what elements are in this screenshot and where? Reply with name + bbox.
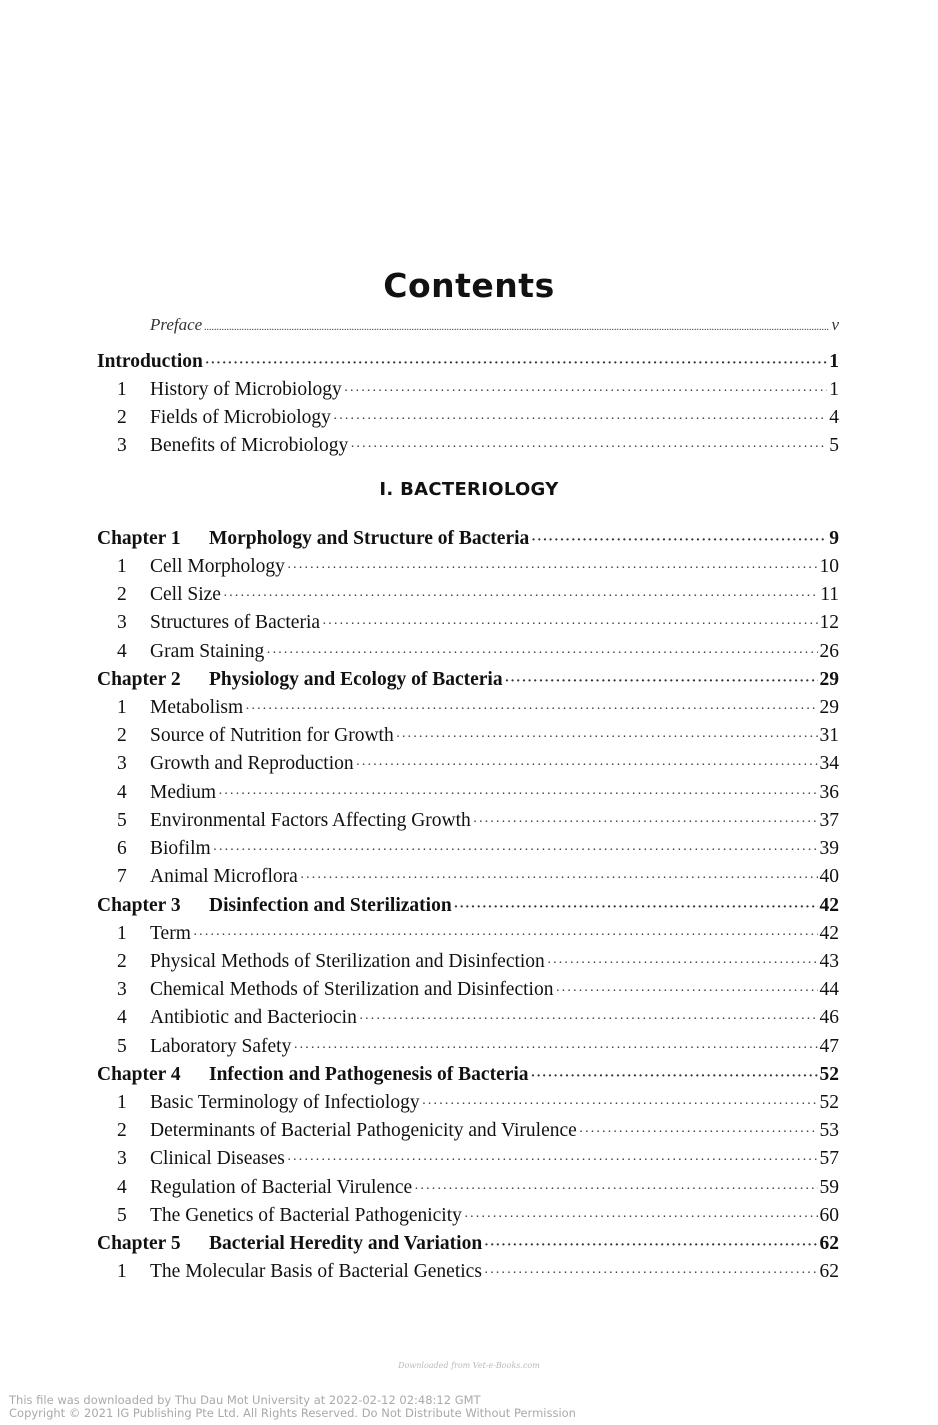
toc-item-label: Antibiotic and Bacteriocin — [150, 1007, 357, 1028]
toc-page-number: 39 — [819, 838, 839, 859]
toc-page-number: 31 — [819, 725, 839, 746]
toc-page-number: 53 — [819, 1120, 839, 1141]
toc-preface-label: Preface — [150, 315, 203, 334]
toc-item-number: 1 — [117, 923, 127, 944]
toc-chapter[interactable] — [97, 895, 839, 921]
page-title: Contents — [383, 266, 555, 305]
toc-item[interactable] — [97, 407, 839, 433]
dot-leader — [531, 533, 827, 549]
toc-page-number: 57 — [819, 1148, 839, 1169]
toc-item-number: 3 — [117, 612, 127, 633]
toc-introduction[interactable] — [97, 351, 839, 377]
toc-item-label: Regulation of Bacterial Virulence — [150, 1177, 413, 1198]
toc-item[interactable] — [97, 725, 839, 751]
toc-item-label: Basic Terminology of Infectiology — [150, 1092, 420, 1113]
toc-page-number: 43 — [819, 951, 839, 972]
dot-leader — [205, 356, 827, 372]
dot-leader — [473, 815, 818, 831]
toc-page-number: 12 — [819, 612, 839, 633]
toc-page-number: 46 — [819, 1007, 839, 1028]
toc-item-number: 1 — [117, 379, 127, 400]
toc-item-label: Clinical Diseases — [150, 1148, 285, 1169]
toc-item-label: Medium — [150, 782, 217, 803]
download-footer — [9, 1394, 576, 1420]
dot-leader — [245, 702, 817, 718]
toc-item[interactable] — [97, 782, 839, 808]
toc-item[interactable] — [97, 612, 839, 638]
toc-item[interactable] — [97, 838, 839, 864]
toc-page-number: 4 — [829, 407, 839, 428]
toc-page-number: 47 — [819, 1036, 839, 1057]
toc-page-number: 40 — [819, 866, 839, 887]
chapter-number: Chapter 3 — [97, 895, 181, 916]
toc-item-label: Benefits of Microbiology — [150, 435, 349, 456]
toc-item[interactable] — [97, 1007, 839, 1033]
dot-leader — [531, 1069, 818, 1085]
toc-item-label: Chemical Methods of Sterilization and Disinfection — [150, 979, 554, 1000]
toc-page-number: 42 — [819, 895, 839, 916]
toc-page-number: 1 — [829, 351, 839, 372]
toc-page-number: 26 — [819, 641, 839, 662]
toc-item[interactable] — [97, 556, 839, 582]
toc-item[interactable] — [97, 1036, 839, 1062]
dot-leader — [287, 1153, 818, 1169]
chapter-number: Chapter 4 — [97, 1064, 181, 1085]
toc-item-number: 4 — [117, 641, 127, 662]
dot-leader — [213, 843, 818, 859]
toc-item-number: 1 — [117, 1261, 127, 1282]
toc-preface[interactable] — [150, 315, 839, 341]
dot-leader — [422, 1097, 818, 1113]
chapter-title: Bacterial Heredity and Variation — [209, 1233, 483, 1254]
dot-leader — [555, 984, 817, 1000]
chapter-title: Infection and Pathogenesis of Bacteria — [209, 1064, 529, 1085]
toc-introduction-label: Introduction — [97, 351, 203, 372]
toc-item[interactable] — [97, 1120, 839, 1146]
toc-chapter[interactable] — [97, 528, 839, 554]
toc-page-number: 60 — [819, 1205, 839, 1226]
watermark: Downloaded from Vet-e-Books.com — [398, 1361, 540, 1370]
toc-page-number: 62 — [819, 1261, 839, 1282]
toc-page-number: 59 — [819, 1177, 839, 1198]
toc-item-number: 3 — [117, 979, 127, 1000]
toc-item-label: Structures of Bacteria — [150, 612, 321, 633]
toc-item[interactable] — [97, 866, 839, 892]
toc-item-label: Biofilm — [150, 838, 211, 859]
toc-item-number: 4 — [117, 1007, 127, 1028]
toc-page-number: 52 — [819, 1064, 839, 1085]
toc-item-number: 7 — [117, 866, 127, 887]
toc-item-number: 3 — [117, 435, 127, 456]
toc-item[interactable] — [97, 435, 839, 461]
toc-item-label: History of Microbiology — [150, 379, 342, 400]
toc-page-number: 34 — [819, 753, 839, 774]
dot-leader — [359, 1012, 818, 1028]
toc-item-number: 2 — [117, 407, 127, 428]
toc-item-number: 5 — [117, 1036, 127, 1057]
toc-item-label: Cell Morphology — [150, 556, 285, 577]
toc-page-number: 11 — [820, 584, 839, 605]
toc-item-number: 1 — [117, 697, 127, 718]
footer-download-line: This file was downloaded by Thu Dau Mot University at 2022-02-12 02:48:12 GMT — [9, 1393, 481, 1407]
toc-item[interactable] — [97, 641, 839, 667]
toc-item[interactable] — [97, 1177, 839, 1203]
toc-item-number: 5 — [117, 810, 127, 831]
toc-page-number: 37 — [819, 810, 839, 831]
chapter-number: Chapter 5 — [97, 1233, 181, 1254]
chapter-number: Chapter 1 — [97, 528, 181, 549]
dot-leader — [193, 928, 818, 944]
toc-page-number: 42 — [819, 923, 839, 944]
toc-chapter[interactable] — [97, 1064, 839, 1090]
dot-leader — [356, 758, 818, 774]
dot-leader — [287, 561, 818, 577]
dot-leader — [333, 412, 827, 428]
dot-leader — [293, 1041, 817, 1057]
toc-chapter[interactable] — [97, 1233, 839, 1259]
toc-item-label: Environmental Factors Affecting Growth — [150, 810, 471, 831]
toc-page-number: 5 — [829, 435, 839, 456]
toc-item[interactable] — [97, 753, 839, 779]
toc-item-number: 3 — [117, 753, 127, 774]
toc-item-label: Growth and Reproduction — [150, 753, 354, 774]
toc-page-number: 9 — [829, 528, 839, 549]
dot-leader — [218, 787, 817, 803]
toc-item-label: Fields of Microbiology — [150, 407, 331, 428]
toc-item[interactable] — [97, 1205, 839, 1231]
toc-item-label: The Genetics of Bacterial Pathogenicity — [150, 1205, 462, 1226]
toc-item-number: 4 — [117, 1177, 127, 1198]
toc-item-number: 5 — [117, 1205, 127, 1226]
toc-chapter[interactable] — [97, 669, 839, 695]
dot-leader — [464, 1210, 818, 1226]
dot-leader — [300, 871, 818, 887]
section-heading: Ⅰ. BACTERIOLOGY — [379, 479, 559, 500]
dot-leader — [223, 589, 818, 605]
dot-leader — [454, 900, 818, 916]
dot-leader — [579, 1125, 818, 1141]
dot-leader — [484, 1266, 818, 1282]
toc-item[interactable] — [97, 923, 839, 949]
dot-leader — [204, 322, 829, 333]
toc-item[interactable] — [97, 697, 839, 723]
toc-item-number: 1 — [117, 1092, 127, 1113]
chapter-title: Disinfection and Sterilization — [209, 895, 452, 916]
toc-item-label: Physical Methods of Sterilization and Disinfection — [150, 951, 545, 972]
dot-leader — [547, 956, 818, 972]
toc-item[interactable] — [97, 1148, 839, 1174]
toc-item-label: Term — [150, 923, 191, 944]
chapter-title: Morphology and Structure of Bacteria — [209, 528, 530, 549]
toc-item-number: 1 — [117, 556, 127, 577]
toc-item-label: Animal Microflora — [150, 866, 298, 887]
toc-item[interactable] — [97, 810, 839, 836]
toc-item-label: Source of Nutrition for Growth — [150, 725, 394, 746]
dot-leader — [350, 440, 827, 456]
toc-page-number: 29 — [819, 697, 839, 718]
toc-item-number: 2 — [117, 1120, 127, 1141]
dot-leader — [414, 1182, 817, 1198]
toc-page-number: 44 — [819, 979, 839, 1000]
dot-leader — [266, 646, 817, 662]
toc-item[interactable] — [97, 584, 839, 610]
toc-item-label: Laboratory Safety — [150, 1036, 292, 1057]
dot-leader — [505, 674, 818, 690]
toc-item-label: Gram Staining — [150, 641, 265, 662]
toc-item-label: Determinants of Bacterial Pathogenicity and Virulence — [150, 1120, 577, 1141]
toc-item[interactable] — [97, 1261, 839, 1287]
toc-item[interactable] — [97, 979, 839, 1005]
toc-item-number: 4 — [117, 782, 127, 803]
dot-leader — [396, 730, 818, 746]
toc-item-number: 6 — [117, 838, 127, 859]
toc-page-number: 1 — [829, 379, 839, 400]
toc-page-number: 62 — [819, 1233, 839, 1254]
toc-item[interactable] — [97, 379, 839, 405]
toc-page-number: v — [831, 315, 839, 334]
toc-item-label: Cell Size — [150, 584, 221, 605]
toc-page-number: 36 — [819, 782, 839, 803]
toc-item[interactable] — [97, 1092, 839, 1118]
toc-item-label: The Molecular Basis of Bacterial Genetics — [150, 1261, 482, 1282]
chapter-title: Physiology and Ecology of Bacteria — [209, 669, 503, 690]
dot-leader — [484, 1238, 817, 1254]
toc-page-number: 52 — [819, 1092, 839, 1113]
dot-leader — [344, 384, 828, 400]
toc-item-number: 2 — [117, 584, 127, 605]
toc-item-label: Metabolism — [150, 697, 244, 718]
toc-page-number: 29 — [819, 669, 839, 690]
footer-copyright-line: Copyright © 2021 IG Publishing Pte Ltd. All Rights Reserved. Do Not Distribute Without Permission — [9, 1406, 576, 1420]
toc-item-number: 3 — [117, 1148, 127, 1169]
chapter-number: Chapter 2 — [97, 669, 181, 690]
toc-item-number: 2 — [117, 725, 127, 746]
dot-leader — [322, 617, 817, 633]
toc-page-number: 10 — [819, 556, 839, 577]
toc-item-number: 2 — [117, 951, 127, 972]
toc-item[interactable] — [97, 951, 839, 977]
